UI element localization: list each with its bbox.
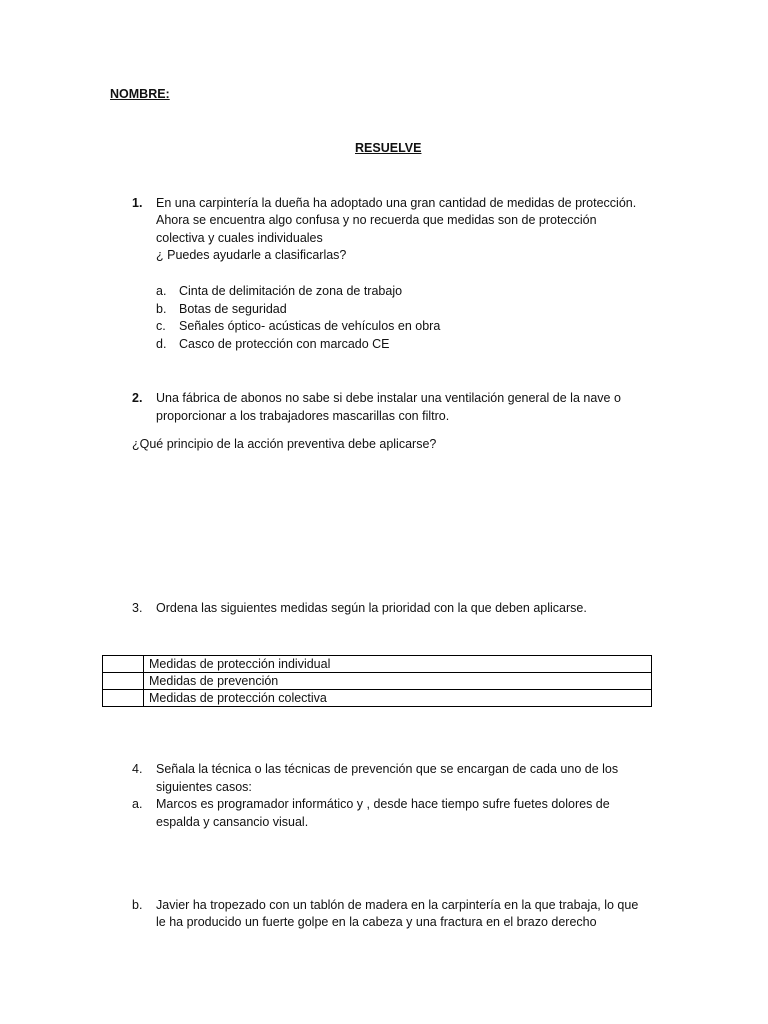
item-letter: c. bbox=[156, 319, 166, 333]
question-line: Señala la técnica o las técnicas de prevención que se encargan de cada uno de los bbox=[156, 762, 619, 776]
case-line: Marcos es programador informático y , desde hace tiempo sufre fuetes dolores de bbox=[156, 797, 610, 811]
question-line: ¿ Puedes ayudarle a clasificarlas? bbox=[156, 248, 347, 262]
question-line: siguientes casos: bbox=[156, 780, 252, 794]
question-number: 4. bbox=[132, 762, 143, 776]
question-number: 3. bbox=[132, 601, 143, 615]
order-answer-cell[interactable] bbox=[103, 656, 144, 673]
item-letter: d. bbox=[156, 337, 167, 351]
case-line: le ha producido un fuerte golpe en la cabeza y una fractura en el brazo derecho bbox=[156, 915, 597, 929]
list-item: Botas de seguridad bbox=[179, 302, 287, 316]
ordering-table bbox=[102, 655, 652, 707]
case-line: Javier ha tropezado con un tablón de madera en la carpintería en la que trabaja, lo que bbox=[156, 898, 639, 912]
question-number: 1. bbox=[132, 196, 143, 210]
item-letter: b. bbox=[156, 302, 167, 316]
table-row bbox=[103, 690, 652, 707]
question-line: Ahora se encuentra algo confusa y no recuerda que medidas son de protección bbox=[156, 213, 597, 227]
table-cell: Medidas de protección colectiva bbox=[144, 690, 652, 707]
nombre-label: NOMBRE: bbox=[110, 87, 170, 101]
case-line: espalda y cansancio visual. bbox=[156, 815, 309, 829]
item-letter: a. bbox=[156, 284, 167, 298]
table-cell: Medidas de protección individual bbox=[144, 656, 652, 673]
table-row bbox=[103, 656, 652, 673]
question-line: colectiva y cuales individuales bbox=[156, 231, 323, 245]
question-line: Ordena las siguientes medidas según la prioridad con la que deben aplicarse. bbox=[156, 601, 587, 615]
list-item: Casco de protección con marcado CE bbox=[179, 337, 390, 351]
question-line: proporcionar a los trabajadores mascarillas con filtro. bbox=[156, 409, 450, 423]
table-row bbox=[103, 673, 652, 690]
case-letter: a. bbox=[132, 797, 143, 811]
case-letter: b. bbox=[132, 898, 143, 912]
order-answer-cell[interactable] bbox=[103, 690, 144, 707]
page-title: RESUELVE bbox=[355, 141, 422, 155]
order-answer-cell[interactable] bbox=[103, 673, 144, 690]
question-line: Una fábrica de abonos no sabe si debe instalar una ventilación general de la nave o bbox=[156, 391, 621, 405]
question-prompt: ¿Qué principio de la acción preventiva debe aplicarse? bbox=[132, 437, 437, 451]
question-line: En una carpintería la dueña ha adoptado una gran cantidad de medidas de protección. bbox=[156, 196, 637, 210]
list-item: Cinta de delimitación de zona de trabajo bbox=[179, 284, 403, 298]
question-number: 2. bbox=[132, 391, 143, 405]
table-cell: Medidas de prevención bbox=[144, 673, 652, 690]
list-item: Señales óptico- acústicas de vehículos en obra bbox=[179, 319, 441, 333]
